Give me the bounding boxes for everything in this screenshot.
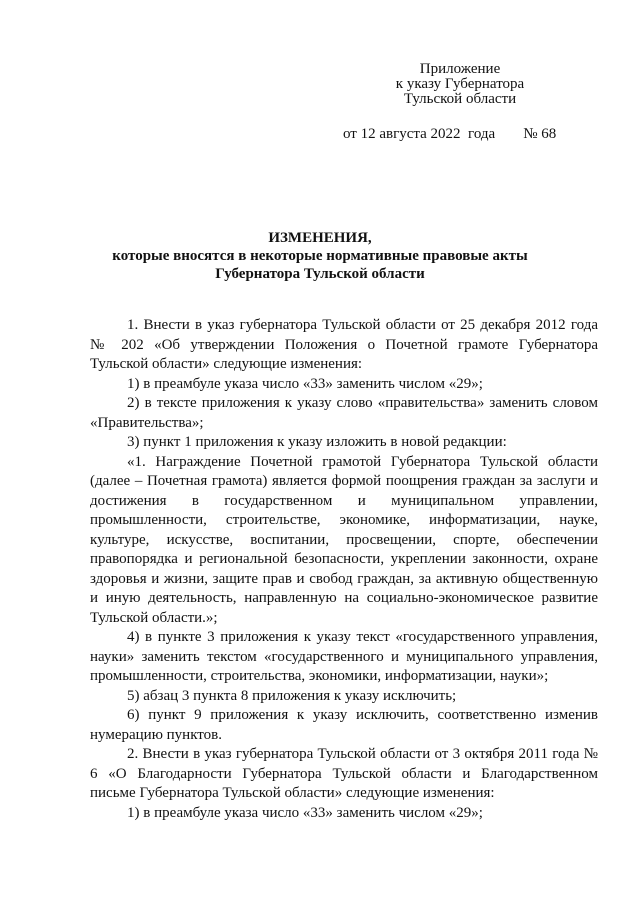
paragraph: 4) в пункте 3 приложения к указу текст «государственного управления, науки» заменить текстом «государственного и муниципального управления, промышленности, строительства, экономики, информатизации, науки»; bbox=[90, 629, 598, 684]
paragraph: 2. Внести в указ губернатора Тульской области от 3 октября 2011 года № 6 «О Благодарности Губернатора Тульской области и Благодарственном письме Губернатора Тульской области» следующие изменения: bbox=[90, 746, 598, 801]
appendix-line-1: Приложение bbox=[419, 61, 501, 77]
paragraph: 6) пункт 9 приложения к указу исключить, соответственно изменив нумерацию пунктов. bbox=[90, 707, 598, 743]
paragraph: 3) пункт 1 приложения к указу изложить в новой редакции: bbox=[127, 434, 507, 450]
paragraph: «1. Награждение Почетной грамотой Губернатора Тульской области (далее – Почетная грамота) является формой поощрения граждан за заслуги и достижения в государственном и муниципальном управлении, промышленности, строительстве, экономике, информатизации, науке, культуре, искусстве, воспитании, просвещении, спорте, обеспечении правопорядка и региональной безопасности, укреплении законности, охране здоровья и жизни, защите прав и свобод граждан, за активную общественную и иную деятельность, направленную на социально-экономическое развитие Тульской области.»; bbox=[90, 453, 598, 626]
paragraph: 1) в преамбуле указа число «33» заменить числом «29»; bbox=[127, 804, 483, 821]
paragraph: 2) в тексте приложения к указу слово «правительства» заменить словом «Правительства»; bbox=[90, 395, 598, 431]
paragraph: 5) абзац 3 пункта 8 приложения к указу исключить; bbox=[127, 687, 457, 704]
title-line-3: Губернатора Тульской области bbox=[215, 266, 425, 282]
paragraph: 1. Внести в указ губернатора Тульской области от 25 декабря 2012 года № 202 «Об утверждении Положения о Почетной грамоте Губернатора Тульской области» следующие изменения: bbox=[90, 317, 598, 372]
appendix-line-2: к указу Губернатора bbox=[395, 76, 525, 92]
decree-number: № 68 bbox=[523, 126, 557, 142]
appendix-header bbox=[330, 62, 590, 107]
document-body bbox=[90, 316, 598, 823]
decree-dateline bbox=[343, 126, 556, 143]
appendix-line-3: Тульской области bbox=[403, 91, 517, 107]
document-title bbox=[0, 229, 640, 283]
title-line-2: которые вносятся в некоторые нормативные правовые акты bbox=[112, 248, 528, 264]
paragraph: 1) в преамбуле указа число «33» заменить числом «29»; bbox=[127, 375, 483, 392]
title-line-1: ИЗМЕНЕНИЯ, bbox=[268, 230, 372, 246]
decree-date: от 12 августа 2022 года bbox=[343, 126, 496, 142]
